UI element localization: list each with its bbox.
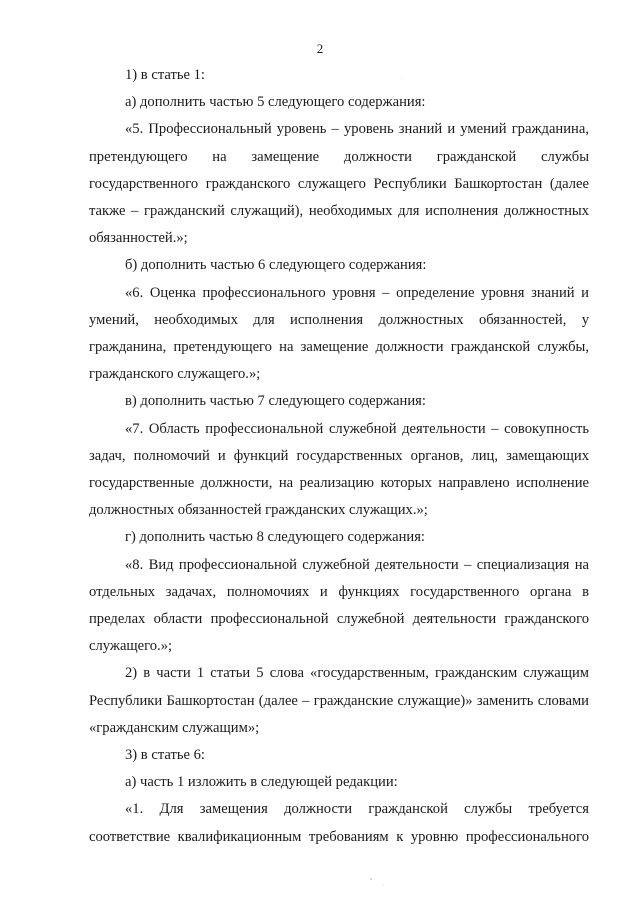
page-number: 2: [316, 41, 324, 56]
paragraph-add-part-7: в) дополнить частью 7 следующего содержания:: [125, 393, 426, 410]
paragraph-part-5-text: «5. Профессиональный уровень – уровень знаний и умений гражданина, претендующего на замещение должности гражданской службы государственного гражданского служащего Республики Башкортостан (далее также – гражданский служащий), необходимых для исполнения должностных обязанностей.»;: [89, 121, 589, 247]
scan-speck: [383, 884, 384, 885]
paragraph-part-1-new-wording: а) часть 1 изложить в следующей редакции:: [125, 774, 398, 791]
paragraph-add-part-8: г) дополнить частью 8 следующего содержания:: [125, 529, 425, 546]
paragraph-part-6-text: «6. Оценка профессионального уровня – определение уровня знаний и умений, необходимых для исполнения должностных обязанностей, у гражданина, претендующего на замещение должности гражданской службы, гражданского служащего.»;: [89, 284, 589, 383]
document-body: [89, 62, 589, 851]
scan-speck: [401, 78, 402, 79]
paragraph-add-part-5: а) дополнить частью 5 следующего содержания:: [125, 94, 426, 111]
paragraph-article-1-heading: 1) в статье 1:: [125, 67, 205, 83]
paragraph-part-8-text: «8. Вид профессиональной служебной деятельности – специализация на отдельных задачах, полномочиях и функциях государственного органа в пределах области профессиональной служебной деятельности гражданского служащего.»;: [89, 556, 589, 655]
paragraph-part-7-text: «7. Область профессиональной служебной деятельности – совокупность задач, полномочий и функций государственных органов, лиц, замещающих государственные должности, на реализацию которых направлено исполнение должностных обязанностей гражданских служащих.»;: [89, 420, 589, 519]
scan-speck: [370, 878, 372, 880]
paragraph-add-part-6: б) дополнить частью 6 следующего содержания:: [125, 257, 427, 274]
paragraph-article-5-amendment: 2) в части 1 статьи 5 слова «государственным, гражданским служащим Республики Башкортостан (далее – гражданские служащие)» заменить словами «гражданским служащим»;: [89, 665, 589, 736]
paragraph-article-6-heading: 3) в статье 6:: [125, 747, 205, 764]
paragraph-part-1-text: «1. Для замещения должности гражданской службы требуется соответствие квалификационным требованиям к уровню профессионального: [89, 801, 589, 845]
